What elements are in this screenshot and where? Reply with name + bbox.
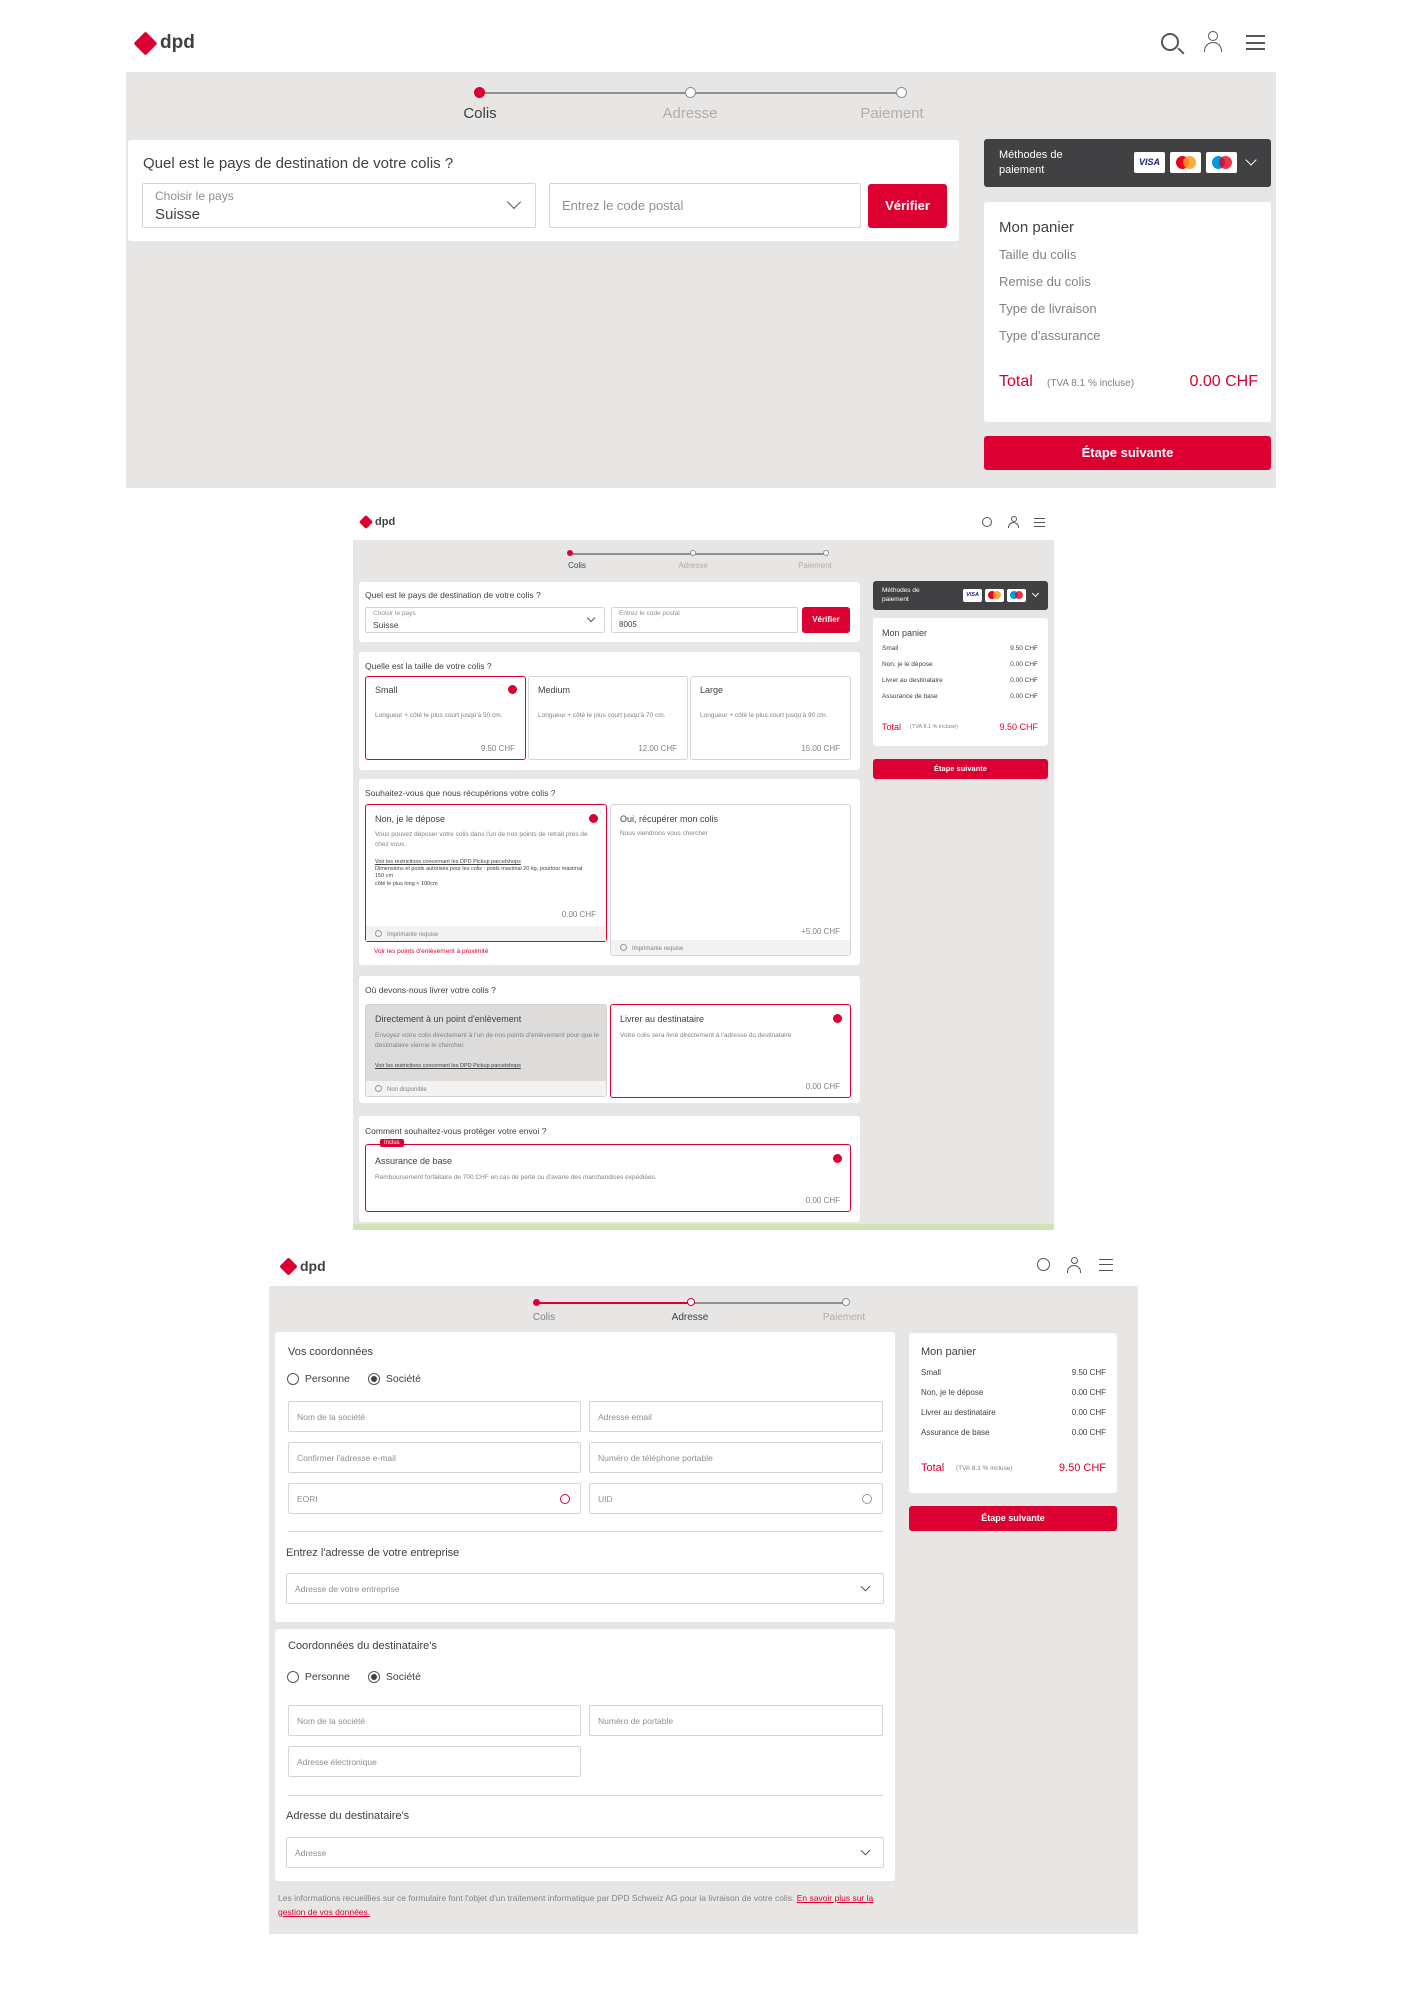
check-icon	[508, 685, 517, 694]
radio-button[interactable]	[287, 1671, 299, 1683]
radio-label: Personne	[304, 1373, 350, 1386]
cart-row-value: 0.00 CHF	[1071, 1428, 1106, 1437]
cart-row-label: Livrer au destinataire	[921, 1408, 996, 1417]
info-icon[interactable]	[862, 1494, 872, 1504]
postal-code-placeholder: Entrez le code postal	[562, 198, 684, 213]
info-icon	[375, 1085, 382, 1092]
option-name: Livrer au destinataire	[620, 1014, 705, 1024]
cart-row-value: 0.00 CHF	[1010, 693, 1038, 700]
chevron-down-icon	[1245, 154, 1256, 165]
cart-row-value: 0.00 CHF	[1010, 661, 1038, 668]
next-step-button[interactable]: Étape suivante	[909, 1506, 1117, 1531]
country-label: Choisir le pays	[155, 189, 234, 203]
restrictions-text-2: côté le plus long < 100cm	[375, 881, 438, 887]
country-select[interactable]	[142, 183, 536, 228]
menu-icon[interactable]	[1034, 518, 1045, 527]
cart-row	[921, 1368, 1106, 1377]
size-desc: Longueur + côté le plus court jusqu'à 50 cm.	[375, 712, 503, 719]
payment-methods-label: Méthodes de paiement	[999, 149, 1063, 176]
verify-button[interactable]: Vérifier	[802, 607, 850, 633]
option-note: Imprimante requise	[387, 932, 439, 938]
total-value: 9.50 CHF	[1058, 1462, 1106, 1474]
menu-icon[interactable]	[1246, 35, 1265, 50]
total-note: (TVA 8.1 % incluse)	[1047, 378, 1135, 389]
cart-title: Mon panier	[882, 628, 928, 638]
insurance-question: Comment souhaitez-vous protéger votre envoi ?	[365, 1126, 547, 1136]
step-dot-colis	[567, 550, 573, 556]
option-price: 0.00 CHF	[805, 1196, 840, 1205]
check-icon	[833, 1154, 842, 1163]
cart-row	[921, 1428, 1106, 1437]
option-desc: Remboursement forfaitaire de 700 CHF en cas de perte ou d'avarie des marchandises expédiées.	[375, 1174, 657, 1181]
step-dot-paiement	[842, 1298, 850, 1306]
placeholder: Adresse email	[598, 1412, 652, 1422]
recipient-mobile-input[interactable]	[589, 1705, 883, 1736]
recipient-title: Coordonnées du destinataire's	[288, 1640, 437, 1652]
cart-row	[882, 645, 1038, 652]
cart-item: Type d'assurance	[999, 328, 1101, 343]
placeholder: Numéro de téléphone portable	[598, 1453, 713, 1463]
placeholder: Adresse	[295, 1848, 327, 1858]
radio-button[interactable]	[368, 1671, 380, 1683]
size-price: 12.00 CHF	[638, 744, 677, 753]
cart-row-value: 0.00 CHF	[1071, 1388, 1106, 1397]
radio-button[interactable]	[368, 1373, 380, 1385]
cart-row-label: Assurance de base	[882, 693, 938, 700]
size-question: Quelle est la taille de votre colis ?	[365, 661, 492, 671]
radio-label: Société	[385, 1373, 421, 1386]
option-price: +5.00 CHF	[801, 927, 840, 936]
option-price: 0.00 CHF	[561, 910, 596, 919]
radio-person[interactable]	[287, 1373, 350, 1385]
cart-row	[921, 1388, 1106, 1397]
user-icon[interactable]	[1067, 1257, 1081, 1273]
visa-icon: VISA	[963, 589, 982, 602]
cart-row-label: Small	[921, 1368, 942, 1377]
mastercard-icon	[1170, 152, 1201, 173]
step-dot-colis	[533, 1299, 540, 1306]
step-dot-adresse	[685, 87, 696, 98]
radio-company[interactable]	[368, 1373, 421, 1385]
option-note: Imprimante requise	[632, 946, 684, 952]
divider	[288, 1531, 883, 1532]
total-label: Total	[921, 1462, 945, 1474]
size-price: 15.00 CHF	[801, 744, 840, 753]
total-value: 0.00 CHF	[1189, 373, 1258, 390]
delivery-option-point[interactable]	[365, 1004, 607, 1097]
privacy-link[interactable]: En savoir plus sur la gestion de vos données.	[278, 1893, 874, 1917]
payment-methods-bar[interactable]	[873, 581, 1048, 610]
check-icon	[833, 1014, 842, 1023]
pickup-option-drop[interactable]	[365, 804, 607, 942]
pickup-question: Souhaitez-vous que nous récupérions votre colis ?	[365, 788, 556, 798]
chevron-down-icon	[861, 1846, 871, 1856]
visa-icon: VISA	[1134, 152, 1165, 173]
verify-button[interactable]: Vérifier	[868, 184, 947, 228]
country-label: Choisir le pays	[373, 610, 416, 617]
insurance-option-basic[interactable]	[365, 1140, 851, 1212]
next-step-button[interactable]: Étape suivante	[984, 436, 1271, 470]
cart-title: Mon panier	[921, 1346, 977, 1358]
option-desc: Nous viendrons vous chercher	[620, 830, 708, 837]
restrictions-link[interactable]: Voir les restrictions concernant les DPD Pickup parcelshops	[375, 1063, 521, 1069]
total-note: (TVA 8.1 % incluse)	[956, 1465, 1013, 1472]
total-label: Total	[999, 373, 1033, 390]
pickup-points-link[interactable]: Voir les points d'enlèvement à proximité	[374, 948, 489, 955]
recipient-email-input[interactable]	[288, 1746, 581, 1777]
total-label: Total	[882, 722, 902, 732]
size-desc: Longueur + côté le plus court jusqu'à 90 cm.	[700, 712, 828, 719]
recipient-company-input[interactable]	[288, 1705, 581, 1736]
confirm-email-input[interactable]	[288, 1442, 581, 1473]
bottom-strip	[353, 1224, 1054, 1230]
dpd-cube-icon	[359, 515, 373, 529]
step-label-adresse[interactable]: Adresse	[678, 561, 708, 570]
uid-input[interactable]	[589, 1483, 883, 1514]
next-step-button[interactable]: Étape suivante	[873, 759, 1048, 779]
size-price: 9.50 CHF	[480, 744, 515, 753]
cart-row	[882, 693, 1038, 700]
size-option-small[interactable]	[365, 676, 526, 760]
country-select[interactable]	[365, 607, 605, 633]
step-label-adresse[interactable]: Adresse	[671, 1312, 709, 1323]
country-value: Suisse	[373, 620, 399, 630]
destination-question: Quel est le pays de destination de votre colis ?	[365, 590, 541, 600]
included-badge: Inclus	[380, 1139, 404, 1147]
info-icon[interactable]	[560, 1494, 570, 1504]
country-value: Suisse	[155, 206, 201, 223]
eori-input[interactable]	[288, 1483, 581, 1514]
size-name: Small	[375, 685, 398, 695]
chevron-down-icon	[587, 614, 595, 622]
mastercard-icon	[985, 589, 1004, 602]
payment-methods-label: Méthodes de paiement	[882, 587, 920, 603]
maestro-icon	[1206, 152, 1237, 173]
radio-label: Société	[385, 1671, 421, 1684]
step-label-colis[interactable]: Colis	[568, 561, 586, 570]
option-desc: Votre colis sera livré directement à l'adresse du destinataire	[620, 1032, 792, 1039]
divider	[288, 1795, 883, 1796]
recipient-address-select[interactable]	[286, 1837, 884, 1868]
chevron-down-icon	[507, 195, 521, 209]
option-name: Assurance de base	[375, 1156, 453, 1166]
placeholder: Nom de la société	[297, 1412, 366, 1422]
company-address-select[interactable]	[286, 1573, 884, 1604]
chevron-down-icon	[861, 1582, 871, 1592]
dpd-logo[interactable]	[137, 32, 195, 54]
restrictions-link[interactable]: Voir les restrictions concernant les DPD Pickup parcelshops	[375, 859, 521, 865]
cart-title: Mon panier	[999, 219, 1075, 236]
cart-row-label: Non, je le dépose	[921, 1388, 984, 1397]
search-icon[interactable]	[1037, 1258, 1050, 1271]
step-dot-paiement	[823, 550, 829, 556]
option-name: Oui, récupérer mon colis	[620, 814, 719, 824]
email-input[interactable]	[589, 1401, 883, 1432]
placeholder: Nom de la société	[297, 1716, 366, 1726]
postal-code-label: Entrez le code postal	[619, 610, 680, 617]
dpd-logo-text: dpd	[375, 516, 396, 528]
dpd-cube-icon	[133, 31, 157, 55]
option-note: Non disponible	[387, 1087, 427, 1093]
placeholder: Adresse électronique	[297, 1757, 377, 1767]
user-icon[interactable]	[1203, 31, 1223, 53]
cart-row	[882, 677, 1038, 684]
privacy-text: Les informations recueillies sur ce formulaire font l'objet d'un traitement informatique par DPD Schweiz AG pour la livraison de votre colis.	[278, 1893, 795, 1903]
search-icon-handle	[1177, 47, 1184, 54]
postal-code-input[interactable]	[549, 183, 861, 228]
size-option-large[interactable]	[690, 676, 851, 760]
radio-label: Personne	[304, 1671, 350, 1684]
step-label-paiement[interactable]: Paiement	[822, 1312, 866, 1323]
size-name: Large	[700, 685, 724, 695]
maestro-icon	[1007, 589, 1026, 602]
info-icon	[620, 944, 627, 951]
radio-company[interactable]	[368, 1671, 421, 1683]
radio-person[interactable]	[287, 1671, 350, 1683]
search-icon[interactable]	[982, 517, 992, 527]
user-icon[interactable]	[1008, 516, 1019, 528]
placeholder: Confirmer l'adresse e-mail	[297, 1453, 396, 1463]
placeholder: Numéro de portable	[598, 1716, 674, 1726]
stepper-line	[570, 553, 826, 555]
step-dot-paiement	[896, 87, 907, 98]
cart-row	[921, 1408, 1106, 1417]
cart-row-value: 0.00 CHF	[1071, 1408, 1106, 1417]
company-name-input[interactable]	[288, 1401, 581, 1432]
payment-methods-bar[interactable]	[984, 139, 1271, 187]
dpd-cube-icon	[279, 1257, 297, 1275]
dpd-logo[interactable]	[282, 1258, 326, 1274]
option-desc: Vous pouvez déposer votre colis dans l'un de nos points de retrait près de chez vous.	[375, 831, 588, 848]
company-address-title: Entrez l'adresse de votre entreprise	[286, 1547, 460, 1559]
size-desc: Longueur + côté le plus court jusqu'à 70 cm.	[538, 712, 666, 719]
option-name: Non, je le dépose	[375, 814, 446, 824]
stepper-line-pending	[691, 1302, 846, 1304]
step-label-colis[interactable]: Colis	[532, 1312, 556, 1323]
delivery-option-home[interactable]	[610, 1004, 851, 1098]
size-name: Medium	[538, 685, 571, 695]
radio-button[interactable]	[287, 1373, 299, 1385]
cart-row-label: Small	[882, 645, 899, 652]
option-price: 0.00 CHF	[805, 1082, 840, 1091]
stepper-line-done	[536, 1302, 691, 1304]
recipient-address-title: Adresse du destinataire's	[286, 1810, 410, 1822]
step-label-paiement[interactable]: Paiement	[860, 105, 924, 122]
postal-code-input[interactable]	[611, 607, 798, 633]
dpd-logo[interactable]	[361, 516, 395, 528]
step-dot-adresse	[690, 550, 696, 556]
postal-code-value: 8005	[619, 620, 637, 629]
placeholder: UID	[598, 1494, 613, 1504]
step-label-colis[interactable]: Colis	[463, 105, 497, 122]
cart-row-value: 0.00 CHF	[1010, 677, 1038, 684]
cart-row-value: 9.50 CHF	[1010, 645, 1038, 652]
total-value: 9.50 CHF	[999, 722, 1038, 732]
step-dot-adresse	[687, 1298, 695, 1306]
cart-row	[882, 661, 1038, 668]
step-dot-colis	[474, 87, 485, 98]
cart-row-label: Non, je le dépose	[882, 661, 933, 668]
cart-item: Type de livraison	[999, 301, 1097, 316]
total-note: (TVA 8.1 % incluse)	[910, 724, 958, 730]
privacy-notice	[278, 1891, 898, 1919]
placeholder: EORI	[297, 1494, 318, 1504]
cart-item: Remise du colis	[999, 274, 1091, 289]
menu-icon[interactable]	[1099, 1259, 1113, 1271]
your-details-title: Vos coordonnées	[288, 1346, 374, 1358]
cart-item: Taille du colis	[999, 247, 1077, 262]
step-label-adresse[interactable]: Adresse	[662, 105, 718, 122]
cart-row-label: Assurance de base	[921, 1428, 990, 1437]
dpd-logo-text: dpd	[300, 1258, 326, 1274]
dpd-logo-text: dpd	[160, 32, 195, 53]
option-name: Directement à un point d'enlèvement	[375, 1014, 522, 1024]
mobile-phone-input[interactable]	[589, 1442, 883, 1473]
pickup-option-collect[interactable]	[610, 804, 851, 956]
step-label-paiement[interactable]: Paiement	[798, 561, 832, 570]
delivery-question: Où devons-nous livrer votre colis ?	[365, 985, 496, 995]
chevron-down-icon	[1032, 590, 1039, 597]
option-desc: Envoyez votre colis directement à l'un de nos points d'enlèvement pour que le destinataire vienne le chercher.	[375, 1032, 599, 1049]
cart-row-value: 9.50 CHF	[1071, 1368, 1106, 1377]
restrictions-text: Dimensions et poids autorisés pour les colis : poids maximal 20 kg, pourtour maximal 150 cm	[375, 866, 583, 879]
placeholder: Adresse de votre entreprise	[295, 1584, 400, 1594]
destination-question: Quel est le pays de destination de votre colis ?	[143, 155, 454, 172]
cart-row-label: Livrer au destinataire	[882, 677, 943, 684]
info-icon	[375, 930, 382, 937]
check-icon	[589, 814, 598, 823]
size-option-medium[interactable]	[528, 676, 688, 760]
